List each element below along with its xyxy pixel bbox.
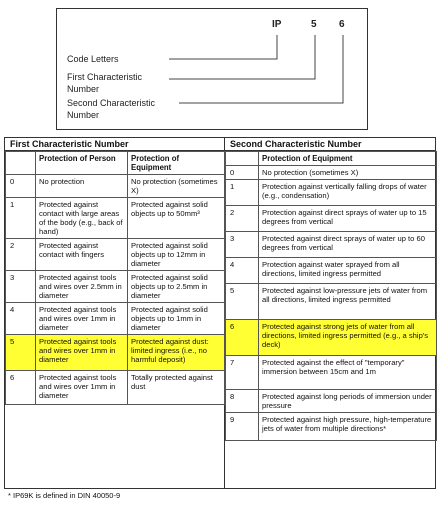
second-row-8 — [226, 390, 437, 413]
diagram-connector-lines — [57, 9, 369, 131]
second-cell-num: 8 — [226, 390, 259, 413]
second-row-5 — [226, 284, 437, 320]
first-cell-equipment: Totally protected against dust — [128, 371, 225, 405]
first-cell-equipment: No protection (sometimes X) — [128, 175, 225, 198]
code-letters-label: Code Letters — [67, 54, 119, 64]
second-cell-equipment: Protected against the effect of "temporary" immersion between 15cm and 1m — [259, 356, 437, 390]
first-cell-equipment: Protected against solid objects up to 50mm³ — [128, 198, 225, 239]
first-characteristic-section — [5, 138, 224, 405]
first-row-4 — [6, 303, 225, 335]
first-row-6 — [6, 371, 225, 405]
second-cell-equipment: Protection against direct sprays of water up to 15 degrees from vertical — [259, 206, 437, 232]
first-cell-equipment: Protected against solid objects up to 1mm in diameter — [128, 303, 225, 335]
first-cell-num: 0 — [6, 175, 36, 198]
first-cell-equipment: Protected against solid objects up to 12mm in diameter — [128, 239, 225, 271]
second-cell-num: 9 — [226, 413, 259, 441]
second-row-9 — [226, 413, 437, 441]
first-cell-equipment: Protected against solid objects up to 2.5mm in diameter — [128, 271, 225, 303]
second-characteristic-table — [225, 151, 437, 441]
first-row-2 — [6, 239, 225, 271]
second-cell-num: 1 — [226, 180, 259, 206]
first-cell-num: 1 — [6, 198, 36, 239]
first-cell-num: 2 — [6, 239, 36, 271]
second-row-3 — [226, 232, 437, 258]
second-cell-num: 7 — [226, 356, 259, 390]
second-header-equipment: Protection of Equipment — [259, 152, 437, 166]
first-cell-num: 4 — [6, 303, 36, 335]
second-cell-num: 2 — [226, 206, 259, 232]
second-row-6 — [226, 320, 437, 356]
first-characteristic-value: 5 — [311, 19, 317, 30]
first-cell-num: 6 — [6, 371, 36, 405]
ip-code-diagram — [56, 8, 368, 130]
first-characteristic-table — [5, 151, 225, 405]
second-row-7 — [226, 356, 437, 390]
second-cell-equipment: No protection (sometimes X) — [259, 166, 437, 180]
second-cell-equipment: Protected against direct sprays of water up to 60 degrees from vertical — [259, 232, 437, 258]
first-cell-person: Protected against tools and wires over 1mm in diameter — [36, 335, 128, 371]
first-row-3 — [6, 271, 225, 303]
second-characteristic-value: 6 — [339, 19, 345, 30]
second-row-4 — [226, 258, 437, 284]
second-header-row — [226, 152, 437, 166]
second-cell-equipment: Protected against strong jets of water from all directions, limited ingress permitted (e.g., a ship's deck) — [259, 320, 437, 356]
first-cell-num: 5 — [6, 335, 36, 371]
first-header-row — [6, 152, 225, 175]
first-cell-person: Protected against tools and wires over 2.5mm in diameter — [36, 271, 128, 303]
second-cell-num: 3 — [226, 232, 259, 258]
first-cell-num: 3 — [6, 271, 36, 303]
second-characteristic-section — [225, 138, 436, 441]
first-characteristic-title: First Characteristic Number — [5, 138, 224, 151]
code-letters-value: IP — [272, 19, 282, 30]
first-cell-person: No protection — [36, 175, 128, 198]
second-cell-equipment: Protection against vertically falling drops of water (e.g., condensation) — [259, 180, 437, 206]
second-cell-num: 4 — [226, 258, 259, 284]
second-cell-equipment: Protected against low-pressure jets of water from all directions, limited ingress permitted — [259, 284, 437, 320]
first-row-5 — [6, 335, 225, 371]
first-header-num — [6, 152, 36, 175]
first-characteristic-label-line2: Number — [67, 84, 100, 94]
second-header-num — [226, 152, 259, 166]
second-cell-equipment: Protection against water sprayed from all directions, limited ingress permitted — [259, 258, 437, 284]
first-row-1 — [6, 198, 225, 239]
first-row-0 — [6, 175, 225, 198]
second-cell-equipment: Protected against long periods of immersion under pressure — [259, 390, 437, 413]
second-row-0 — [226, 166, 437, 180]
footnote: * IP69K is defined in DIN 40050-9 — [8, 491, 121, 500]
second-cell-num: 6 — [226, 320, 259, 356]
second-row-1 — [226, 180, 437, 206]
second-characteristic-title: Second Characteristic Number — [225, 138, 436, 151]
second-cell-equipment: Protected against high pressure, high-temperature jets of water from multiple directions* — [259, 413, 437, 441]
first-cell-person: Protected against tools and wires over 1mm in diameter — [36, 303, 128, 335]
first-header-person: Protection of Person — [36, 152, 128, 175]
first-cell-person: Protected against contact with large areas of the body (e.g., back of hand) — [36, 198, 128, 239]
second-cell-num: 0 — [226, 166, 259, 180]
first-cell-equipment: Protected against dust: limited ingress (i.e., no harmful deposit) — [128, 335, 225, 371]
ip-rating-table — [4, 137, 436, 489]
first-cell-person: Protected against contact with fingers — [36, 239, 128, 271]
first-header-equipment: Protection of Equipment — [128, 152, 225, 175]
second-row-2 — [226, 206, 437, 232]
second-cell-num: 5 — [226, 284, 259, 320]
first-characteristic-label-line1: First Characteristic — [67, 72, 143, 82]
second-characteristic-label-line2: Number — [67, 110, 100, 120]
first-cell-person: Protected against tools and wires over 1mm in diameter — [36, 371, 128, 405]
second-characteristic-label-line1: Second Characteristic — [67, 98, 156, 108]
